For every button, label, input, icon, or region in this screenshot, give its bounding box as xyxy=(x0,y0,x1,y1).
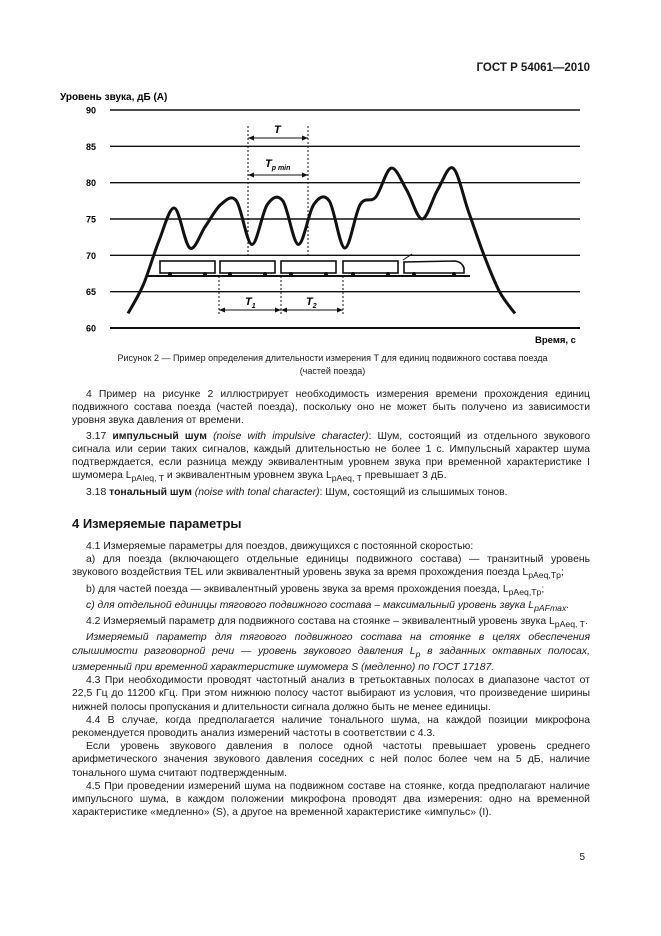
y-tick-label: 85 xyxy=(85,141,96,152)
y-tick-label: 60 xyxy=(85,323,96,334)
sound-level-figure xyxy=(60,88,620,348)
document-code: ГОСТ Р 54061—2010 xyxy=(476,62,590,74)
paragraph-4-1-b: b) для частей поезда — эквивалентный уровень звука за время прохождения поезда, $L_{pAeq,Tp}$; xyxy=(86,583,545,597)
paragraph-4-3: 4.3 При необходимости проводят частотный анализ в третьоктавных полосах в диапазоне частот от 22,5 Гц до 11200 кГц. При этом нижнюю полосу частот выбирают из условия, что произведение ширины нижней полосы пропускания и длительности сигнала должно быть не менее единицы. xyxy=(72,675,590,713)
train-illustration xyxy=(148,254,470,276)
figure-caption xyxy=(60,352,605,378)
y-tick-label: 75 xyxy=(85,214,96,225)
wagon xyxy=(343,261,398,273)
caption-line-2: (частей поезда) xyxy=(299,366,366,376)
paragraph-4-1-a: а) для поезда (включающего отдельные единицы подвижного состава) — транзитный уровень звукового воздействия TEL или эквивалентный уровень звука за время прохождения поезда $L_{pAeq,Tp}$; xyxy=(72,554,590,581)
y-axis-label: Уровень звука, дБ (А) xyxy=(60,92,168,103)
y-tick-label: 70 xyxy=(85,250,96,261)
dimension-markers xyxy=(219,126,343,316)
paragraph-4-1-c: c) для отдельной единицы тягового подвижного состава – максимальный уровень звука $L_{pAFmax}$. xyxy=(86,599,570,613)
body-text xyxy=(72,388,590,819)
paragraph-4-2: 4.2 Измеряемый параметр для подвижного состава на стоянке – эквивалентный уровень звука $L_{pAeq, T}$. xyxy=(86,616,588,630)
paragraph-4-5: 4.5 При проведении измерений шума на подвижном составе на стоянке, когда предполагают наличие импульсного шума, в каждом положении микрофона проводят два измерения: одно на временной характеристике «медленно» (S), а другое на временной характеристике «импульс» (I). xyxy=(72,780,590,819)
label-Tp-min: $T_{p min}$ xyxy=(265,158,291,172)
section-4-heading: 4 Измеряемые параметры xyxy=(72,515,242,531)
paragraph-3-18: 3.18 тональный шум (noise with tonal character): Шум, состоящий из слышимых тонов. xyxy=(86,486,508,498)
locomotive xyxy=(404,261,464,273)
wagon xyxy=(281,261,336,273)
y-tick-label: 90 xyxy=(85,105,96,116)
label-T: T xyxy=(274,124,281,136)
caption-line-1: Рисунок 2 — Пример определения длительности измерения T для единиц подвижного состава поезда xyxy=(117,353,548,363)
wagon xyxy=(160,261,215,273)
x-axis-label: Время, с xyxy=(535,335,576,346)
paragraph-4-4: 4.4 В случае, когда предполагается наличие тонального шума, на каждой позиции микрофона рекомендуется проводить анализ измерений частоты в соответствии с 4.3. xyxy=(72,714,590,739)
paragraph-4-4-b: Если уровень звукового давления в полосе одной частоты превышает уровень среднего арифметического значения звукового давления соседних с ней полос более чем на 5 дБ, наличие тонального шума считают подтвержденным. xyxy=(72,741,590,779)
paragraph-4-2-b: Измеряемый параметр для тягового подвижного состава на стоянке в целях обеспечения слышимости разговорной речи — уровень звукового давления $L_p$ в заданных октавных полосах, измеренный при временной характеристике шумомера S (медленно) по ГОСТ 17187. xyxy=(72,632,590,673)
y-tick-labels xyxy=(86,106,96,334)
y-tick-label: 65 xyxy=(85,287,96,298)
y-tick-label: 80 xyxy=(85,178,96,189)
wagon xyxy=(220,261,275,273)
page-number: 5 xyxy=(579,852,585,863)
paragraph-3-17: 3.17 импульсный шум (noise with impulsive character): Шум, состоящий из отдельного звукового сигнала или серии таких сигналов, каждый длительностью не более 1 с. Импульсный характер шума подтверждается, если разница между эквивалентным уровнем звука при временной характеристике I шумомера $L_{pAIeq, T}$ и эквивалентным уровнем звука $L_{pAeq, T}$ превышает 3 дБ. xyxy=(72,430,590,484)
paragraph-4: 4 Пример на рисунке 2 иллюстрирует необходимость измерения времени прохождения единиц подвижного состава поезда (частей поезда), поскольку оно не может быть получено из зависимости уровня звука давления от времени. xyxy=(72,389,590,427)
label-T2: $T_2$ xyxy=(306,296,317,310)
paragraph-4-1: 4.1 Измеряемые параметры для поездов, движущихся с постоянной скоростью: xyxy=(86,540,474,552)
label-T1: $T_1$ xyxy=(245,296,256,310)
